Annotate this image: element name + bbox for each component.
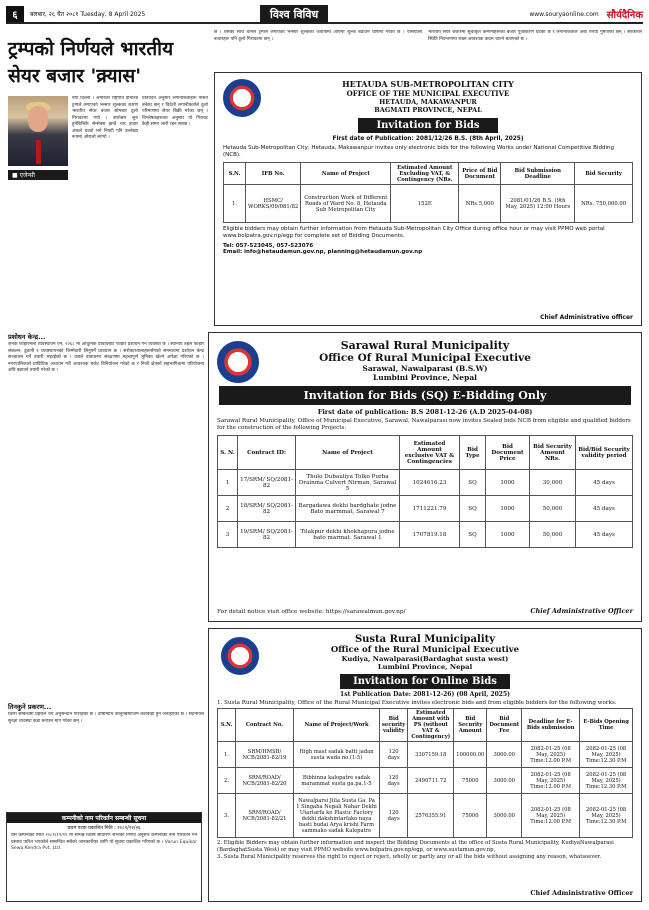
cell: HSMC/ WORKS/09/081/82 (246, 185, 301, 223)
story-byline: ■ एजेन्सी (8, 170, 68, 180)
cell: 152E (391, 185, 459, 223)
cell: 75000 (454, 794, 487, 838)
cell: SQ (460, 470, 486, 496)
notice-subtitle: प्रथम पटक प्रकाशित मिति : २०८१/१२/२६ (67, 826, 141, 831)
cell: 2082-01-25 (08 May, 2025) Time:12.30 P.M (580, 768, 633, 794)
cell: 3000.00 (487, 742, 522, 768)
cell: High mast sadak batti jadan susta wada no.(1-5) (294, 742, 380, 768)
cell: Construction Work of Different Roads of Ward No. 8, Hetauda Sub Metropolitan City (301, 185, 391, 223)
cell: Thulo Dubauliya Tolko Purba Drainma Culvert Nirman, Sarawal 5 (296, 470, 400, 496)
sarawal-note[interactable]: For detail notice visit office website: https://sarawalmun.gov.np/ (217, 609, 406, 615)
table-row (218, 794, 633, 838)
story-headline: ट्रम्पको निर्णयले भारतीय सेयर बजार 'क्र्यास' (8, 38, 174, 87)
cell: 2576355.91 (408, 794, 454, 838)
story-body-col1: नयाँ दिल्ली । अमेरिकी राष्ट्रपति डोनाल्ड ट्रम्पले लगाएको भन्सार शुल्कका कारण भारतीय सेयर बजार सोमबार ठूलो गिरावटमा गयो । कारोबार सुरु हुनेबित्तिकै सेन्सेक्स झन्डै चार हजार अंकले घट्यो भने निफ्टी पनि उल्लेख्य रूपमा ओरालो लाग्यो । (72, 96, 138, 140)
hetauda-email[interactable]: Email: info@hetaudamun.gov.np, planning@hetaudamun.gov.np (223, 249, 423, 255)
col-header: Bid Document Price (486, 436, 530, 470)
susta-pub-date: 1st Publication Date: 2081-12-26) (08 April, 2025) (340, 691, 510, 698)
hetauda-pub-date: First date of Publication: 2081/12/26 B.S. (8th April, 2025) (332, 136, 524, 142)
col-header: IFB No. (246, 163, 301, 185)
page-number: ६ (6, 6, 24, 22)
hetauda-title3: HETAUDA, MAKAWANPUR (379, 98, 477, 106)
cell: 1 (218, 470, 238, 496)
cell: 1711221.79 (400, 496, 460, 522)
notice-body: यस कम्पनीको मिति २०८१/१२/१२ मा सम्पन्न विशेष साधारण सभाको निर्णय अनुसार कम्पनीको नाम परिवर्तन गर्ने प्रस्ताव पारित भएकोले सम्बन्धित सबैको जानकारीका लागि यो सूचना प्रकाशित गरिएको छ । Varun Equikar Sewa Kendra Pvt. Ltd. (11, 833, 197, 851)
hetauda-title2: OFFICE OF THE MUNICIPAL EXECUTIVE (346, 89, 510, 98)
section-title: विश्व विविध (260, 5, 328, 24)
col-header: Contract ID: (238, 436, 296, 470)
susta-note3: 3. Susta Rural Municipality reserves the right to reject or reject, wholly or partly any or all the bids without assigning any reason, whatsoever. (217, 854, 602, 860)
cell: 2. (218, 768, 236, 794)
cell: 3307159.18 (408, 742, 454, 768)
col-header: Bid Document Fee (487, 709, 522, 742)
col-header: E-Bids Opening Time (580, 709, 633, 742)
sarawal-title3: Sarawal, Nawalparasi (B.S.W) (362, 364, 488, 373)
col-header: Bid security validity (380, 709, 408, 742)
section-head-2: तिनकुने प्रकरण... (8, 703, 52, 711)
cell: 120 days (380, 768, 408, 794)
table-header-row (224, 163, 633, 185)
table-row (224, 185, 633, 223)
cell: 2082-01-25 (08 May, 2025) Time:12.30 P.M (580, 794, 633, 838)
cell: SQ (460, 522, 486, 548)
table-row (218, 742, 633, 768)
cell: NRs.5,000 (459, 185, 501, 223)
name-change-notice (6, 812, 202, 902)
cell: 19/SRM/ SQ/2081-82 (238, 522, 296, 548)
hetauda-tel: Tel: 057-523045, 057-523076 (223, 243, 314, 249)
cell: 2082-01-25 (08 May, 2025) Time:12.00 P.M (522, 794, 580, 838)
col-header: Name of Project (301, 163, 391, 185)
cell: 3 (218, 522, 238, 548)
cell: Nawalparsi Jilla Susta Ga. Pa 1 Singaha Nepali Nahar Dekhi Utartarfa ko Plastic Factory dekhi dakshintarfako naya basti budai Arya krishi Farm sammako sadak Kalopatre (294, 794, 380, 838)
cell: 1000 (486, 496, 530, 522)
cell: 2490711.72 (408, 768, 454, 794)
susta-title4: Lumbini Province, Nepal (377, 663, 473, 671)
table-header-row (218, 709, 633, 742)
story-photo (8, 96, 68, 166)
susta-table (217, 708, 633, 838)
brand-logo: सौर्यदैनिक (606, 10, 643, 21)
col-header: Bid Submission Deadline (501, 163, 575, 185)
date-line: बलबार, २६ चैत २०८१ Tuesday, 8 April 2025 (30, 11, 146, 18)
table-row (218, 522, 633, 548)
col-header: Name of Project (296, 436, 400, 470)
cell: 75000 (454, 768, 487, 794)
col-header: Deadline for E-Bids submission (522, 709, 580, 742)
cell: Tilakpur dekhi khokhapura jodne bato marmat. Sarawal 1 (296, 522, 400, 548)
sarawal-title2: Office Of Rural Municipal Executive (319, 352, 531, 364)
cell: 2082-01-25 (08 May, 2025) Time:12.30 P.M (580, 742, 633, 768)
cell: SRM/HMSB/ NCB/2081-82/19 (236, 742, 294, 768)
nepal-emblem-icon (221, 637, 259, 675)
hetauda-title1: HETAUDA SUB-METROPOLITAN CITY (342, 79, 514, 89)
col-header: S.N. (224, 163, 246, 185)
cell: 3000.00 (487, 794, 522, 838)
col-header: Contract No. (236, 709, 294, 742)
cell: 2082-01-25 (08 May, 2025) Time:12.00 P.M (522, 768, 580, 794)
col-header: Estimated Amount with PS (without VAT & Contingency) (408, 709, 454, 742)
susta-intro: 1. Susta Rural Municipality, Office of the Rural Municipal Executive invites electronic bids and from eligible bidders for the following works. (217, 700, 617, 706)
col-header: Bid Security Amount (454, 709, 487, 742)
notice-title: कम्पनीको नाम परिवर्तन सम्बन्धी सूचना (7, 813, 201, 823)
section-body-1: जनक फोहोरमैला व्यवस्थापन ऐन, २०६८ मा आधुनिक प्रविधिबाट फोहोर प्रशोधन गर्ने व्यवस्था छ । स्थानीय तहले फोहोर संकलन, ढुवानी र व्यवस्थापनको जिम्मेवारी लिनुपर्ने प्रावधान छ । सरोकारवालाहरूसँगको समन्वयमा प्रशोधन केन्द्र सञ्चालन गर्ने तयारी भइरहेको छ । यसले वातावरण संरक्षणमा महत्त्वपूर्ण भूमिका खेल्ने अपेक्षा गरिएको छ । नगरपालिकाले प्राविधिक अध्ययन गरी आवश्यक बजेट विनियोजन गरेको छ र निजी क्षेत्रको सहभागितामा परियोजना अघि बढाउने तयारी गरेको छ । (8, 342, 204, 373)
hetauda-table-wrap (223, 162, 633, 223)
cell: 1000 (486, 470, 530, 496)
col-header: Bid/Bid Security validity period (576, 436, 633, 470)
cell: 50,000 (530, 496, 576, 522)
cell: 1. (224, 185, 246, 223)
hetauda-intro: Hetauda Sub-Metropolitan City, Hetauda, Makawanpur invites only electronic bids for the following Works under National Competitive Bidding (NCB). (223, 145, 614, 158)
page-header (6, 6, 643, 24)
hetauda-table (223, 162, 633, 223)
susta-title1: Susta Rural Municipality (354, 634, 496, 645)
susta-title2: Office of the Rural Municipal Executive (330, 645, 520, 655)
cell: 1024616.23 (400, 470, 460, 496)
cell: 3. (218, 794, 236, 838)
story-body-col2: प्रतिवेदन अनुसार लगानीकर्ताहरू त्रसित बनेका छन् र विदेशी लगानीकर्ताले ठूलो परिमाणमा सेयर बिक्री गरेका छन् । विश्लेषकहरूका अनुसार यो गिरावट केही समय जारी रहन सक्छ । (142, 96, 208, 127)
cell: 45 days (576, 496, 633, 522)
nepal-emblem-icon (217, 341, 259, 383)
story-body-col4: भारतीय सेयर बजारमा सूचीकृत कम्पनीहरूको बजार पुँजीकरण घटेको छ र लगानीकर्ताले अर्बौं रुपैयाँ गुमाएका छन् । सरकारले स्थिति नियन्त्रणमा राख्न आवश्यक कदम चाल्ने बताएको छ । (428, 30, 642, 42)
col-header: Price of Bid Document (459, 163, 501, 185)
col-header: S. N. (218, 436, 238, 470)
cell: 1. (218, 742, 236, 768)
cell: 50,000 (530, 522, 576, 548)
cell: 2082-01-25 (08 May, 2025) Time:12.00 P.M (522, 742, 580, 768)
cell: Bargadawa dekhi bardghate jodne Bato marmmat, Sarawal 7 (296, 496, 400, 522)
cell: 120 days (380, 794, 408, 838)
story-body-col3: छ । यसका साथै चीनले ट्रम्पले लगाएको भन्सार शुल्कको जवाफमा आफ्नो शुल्क बढाउने घोषणा गरेको छ । एसियाली बजारहरू पनि ठूलो गिरावटमा छन् । (214, 30, 422, 42)
cell: 3000.00 (487, 768, 522, 794)
col-header: Estimated Amount Excluding VAT, & Contingency (NRs. (391, 163, 459, 185)
cell: 2 (218, 496, 238, 522)
section-head-1: प्रशोधन केन्द्र... (8, 333, 46, 341)
table-header-row (218, 436, 633, 470)
cell: 45 days (576, 470, 633, 496)
hetauda-note: Eligible bidders may obtain further information from Hetauda Sub-Metropolitan City Office during office hour or may visit PPMO web portal www.bolpatra.gov.np/egp for complete set of Bidding Documents. (223, 226, 605, 239)
col-header: Name of Project/Work (294, 709, 380, 742)
cell: 17/SRM/ SQ/2081-82 (238, 470, 296, 496)
photo-face (28, 106, 48, 132)
susta-table-wrap (217, 708, 633, 838)
cell: 1707819.18 (400, 522, 460, 548)
sarawal-pub-date: First date of publication: B.S 2081-12-26 (A.D 2025-04-08) (317, 408, 533, 416)
cell: SRM/ROAD/ NCB/2081-82/20 (236, 768, 294, 794)
susta-note2: 2. Eligible Bidders may obtain further information and inspect the Bidding Documents at the office of Susta Rural Municipality, KudiyaNawalparasi (BardaghatSusta West) or may visit PPMO website www.bolpatra.gov.np/egp, or www.sustamun.gov.np, (217, 840, 614, 853)
cell: NRs. 750,000.00 (575, 185, 633, 223)
cell: 1000 (486, 522, 530, 548)
cell: 120 days (380, 742, 408, 768)
col-header: Bid Security Amount NRs. (530, 436, 576, 470)
sarawal-title1: Sarawal Rural Municipality (340, 339, 510, 352)
cell: 45 days (576, 522, 633, 548)
cell: 30,000 (530, 470, 576, 496)
section-body-2: घटना सम्बन्धमा प्रहरीले थप अनुसन्धान गरिरहेको छ । दोषीमाथि कानुनबमोजिम कारबाही हुने जनाइएको छ । स्थानीयले सुरक्षा व्यवस्था कडा बनाउन माग गरेका छन् । (8, 712, 204, 724)
sarawal-table-wrap (217, 435, 633, 548)
cell: 100000.00 (454, 742, 487, 768)
col-header: S.N. (218, 709, 236, 742)
hetauda-bid-notice (214, 72, 642, 326)
nepal-emblem-icon (223, 79, 261, 117)
susta-banner: Invitation for Online Bids (340, 674, 510, 689)
sarawal-banner: Invitation for Bids (SQ) E-Bidding Only (219, 386, 631, 405)
susta-title3: Kudiya, Nawalparasi(Bardaghat susta west) (341, 655, 509, 663)
cell: Bibhinna kalopatre sadak marammat susta ga.pa.1-5 (294, 768, 380, 794)
cell: SQ (460, 496, 486, 522)
sarawal-bid-notice (208, 332, 642, 622)
table-row (218, 496, 633, 522)
susta-signature: Chief Administrative Officer (530, 889, 633, 897)
col-header: Bid Type (460, 436, 486, 470)
col-header: Estimated Amount exclusive VAT & Contingencies (400, 436, 460, 470)
photo-tie (36, 140, 41, 164)
table-row (218, 470, 633, 496)
sarawal-intro: Sarawal Rural Municipality, Office of Municipal Executive, Sarawal, Nawalparasi now invites Sealed bids NCB from eligible and qualified bidders for the construction of the following Projects. (217, 418, 631, 431)
sarawal-title4: Lumbini Province, Nepal (372, 373, 478, 382)
sarawal-signature: Chief Administrative Officer (530, 607, 633, 615)
cell: 18/SRM/ SQ/2081-82 (238, 496, 296, 522)
col-header: Bid Security (575, 163, 633, 185)
hetauda-signature: Chief Administrative officer (540, 314, 633, 321)
cell: SRM/ROAD/ NCB/2081-82/21 (236, 794, 294, 838)
hetauda-banner: Invitation for Bids (358, 118, 498, 133)
cell: 2081/01/26 B.S. (9th May, 2025) 12:00 Hours (501, 185, 575, 223)
hetauda-title4: BAGMATI PROVINCE, NEPAL (374, 106, 482, 114)
table-row (218, 768, 633, 794)
site-url[interactable]: www.souryaonline.com (529, 10, 599, 18)
sarawal-table (217, 435, 633, 548)
susta-bid-notice (208, 628, 642, 902)
